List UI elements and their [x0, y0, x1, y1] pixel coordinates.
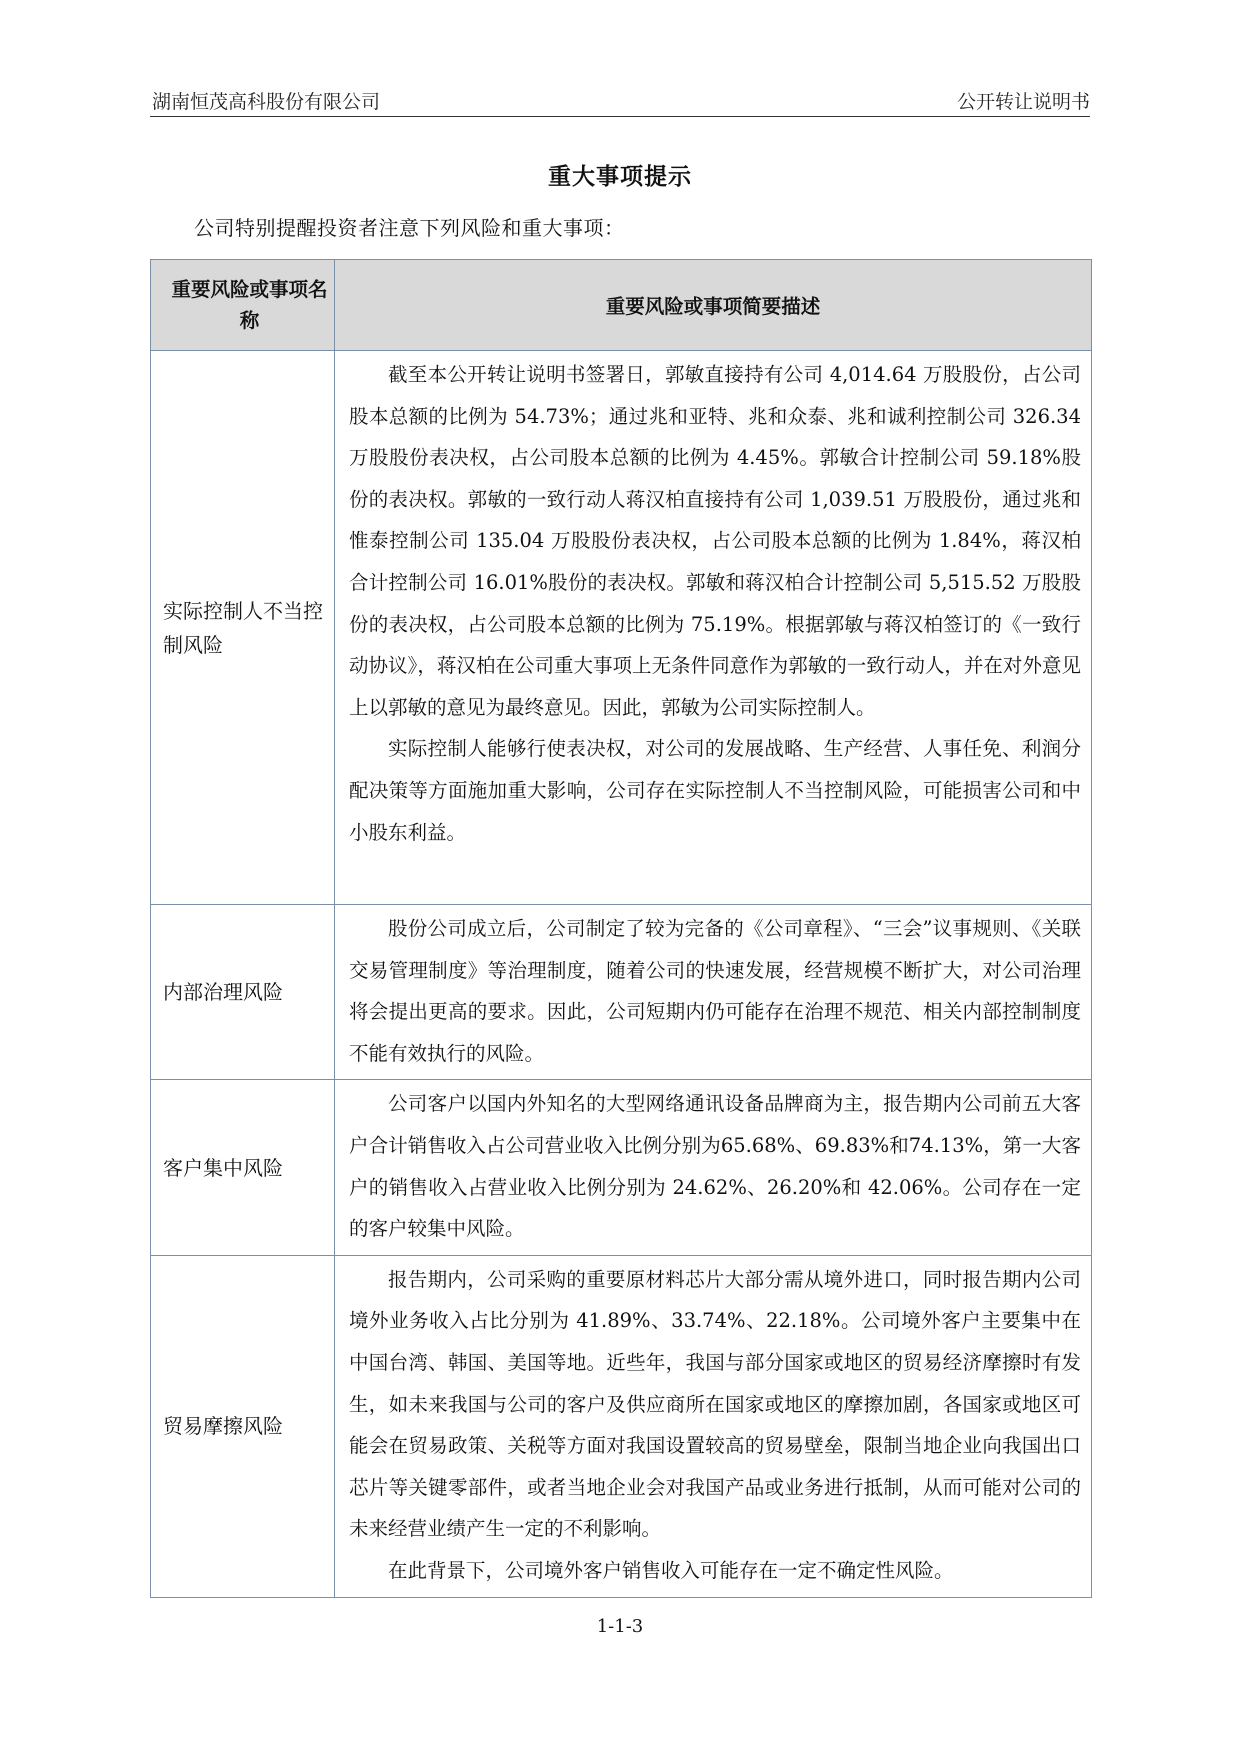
description-paragraph: 报告期内，公司采购的重要原材料芯片大部分需从境外进口，同时报告期内公司境外业务收入占比分别为 41.89%、33.74%、22.18%。公司境外客户主要集中在中国台湾、韩国、美国等地。近些年，我国与部分国家或地区的贸易经济摩擦时有发生，如未来我国与公司的客户及供应商所在国家或地区的摩擦加剧，各国家或地区可能会在贸易政策、关税等方面对我国设置较高的贸易壁垒，限制当地企业向我国出口芯片等关键零部件，或者当地企业会对我国产品或业务进行抵制，从而可能对公司的未来经营业绩产生一定的不利影响。 — [349, 1267, 1081, 1541]
column-header-risk-description: 重要风险或事项简要描述 — [335, 260, 1092, 351]
risk-description-cell — [335, 905, 1092, 1080]
risk-table — [150, 259, 1092, 1598]
description-paragraph: 公司客户以国内外知名的大型网络通讯设备品牌商为主，报告期内公司前五大客户合计销售收入占公司营业收入比例分别为65.68%、69.83%和74.13%，第一大客户的销售收入占营业收入比例分别为 24.62%、26.20%和 42.06%。公司存在一定的客户较集中风险。 — [349, 1092, 1081, 1241]
description-paragraph: 实际控制人能够行使表决权，对公司的发展战略、生产经营、人事任免、利润分配决策等方面施加重大影响，公司存在实际控制人不当控制风险，可能损害公司和中小股东利益。 — [349, 737, 1081, 844]
table-row — [151, 1080, 1092, 1255]
page-number: 1-1-3 — [596, 1616, 644, 1637]
risk-description-cell — [335, 1255, 1092, 1597]
column-header-risk-name: 重要风险或事项名称 — [151, 260, 335, 351]
header-document-type: 公开转让说明书 — [956, 91, 1090, 113]
table-row — [151, 905, 1092, 1080]
description-paragraph: 截至本公开转让说明书签署日，郭敏直接持有公司 4,014.64 万股股份，占公司股本总额的比例为 54.73%；通过兆和亚特、兆和众泰、兆和诚利控制公司 326.34 万股股份表决权，占公司股本总额的比例为 4.45%。郭敏合计控制公司 59.18%股份的表决权。郭敏的一致行动人蒋汉柏直接持有公司 1,039.51 万股股份，通过兆和惟泰控制公司 135.04 万股股份表决权，占公司股本总额的比例为 1.84%，蒋汉柏合计控制公司 16.01%股份的表决权。郭敏和蒋汉柏合计控制公司 5,515.52 万股股份的表决权，占公司股本总额的比例为 75.19%。根据郭敏与蒋汉柏签订的《一致行动协议》，蒋汉柏在公司重大事项上无条件同意作为郭敏的一致行动人，并在对外意见上以郭敏的意见为最终意见。因此，郭敏为公司实际控制人。 — [349, 363, 1081, 719]
description-paragraph: 股份公司成立后，公司制定了较为完备的《公司章程》、“三会”议事规则、《关联交易管理制度》等治理制度，随着公司的快速发展，经营规模不断扩大，对公司治理将会提出更高的要求。因此，公司短期内仍可能存在治理不规范、相关内部控制制度不能有效执行的风险。 — [349, 917, 1081, 1065]
risk-name-cell: 内部治理风险 — [151, 905, 335, 1080]
risk-description-cell — [335, 351, 1092, 905]
page-title: 重大事项提示 — [548, 164, 692, 190]
header-company-name: 湖南恒茂高科股份有限公司 — [152, 91, 381, 113]
description-paragraph: 在此背景下，公司境外客户销售收入可能存在一定不确定性风险。 — [388, 1558, 954, 1582]
risk-name-cell: 客户集中风险 — [151, 1080, 335, 1255]
risk-description-cell — [335, 1080, 1092, 1255]
header-divider — [150, 116, 1090, 117]
table-header-row — [151, 260, 1092, 351]
intro-paragraph: 公司特别提醒投资者注意下列风险和重大事项： — [194, 216, 625, 240]
risk-name-cell: 贸易摩擦风险 — [151, 1255, 335, 1597]
risk-name-cell: 实际控制人不当控制风险 — [151, 351, 335, 905]
table-row — [151, 351, 1092, 905]
table-row — [151, 1255, 1092, 1597]
